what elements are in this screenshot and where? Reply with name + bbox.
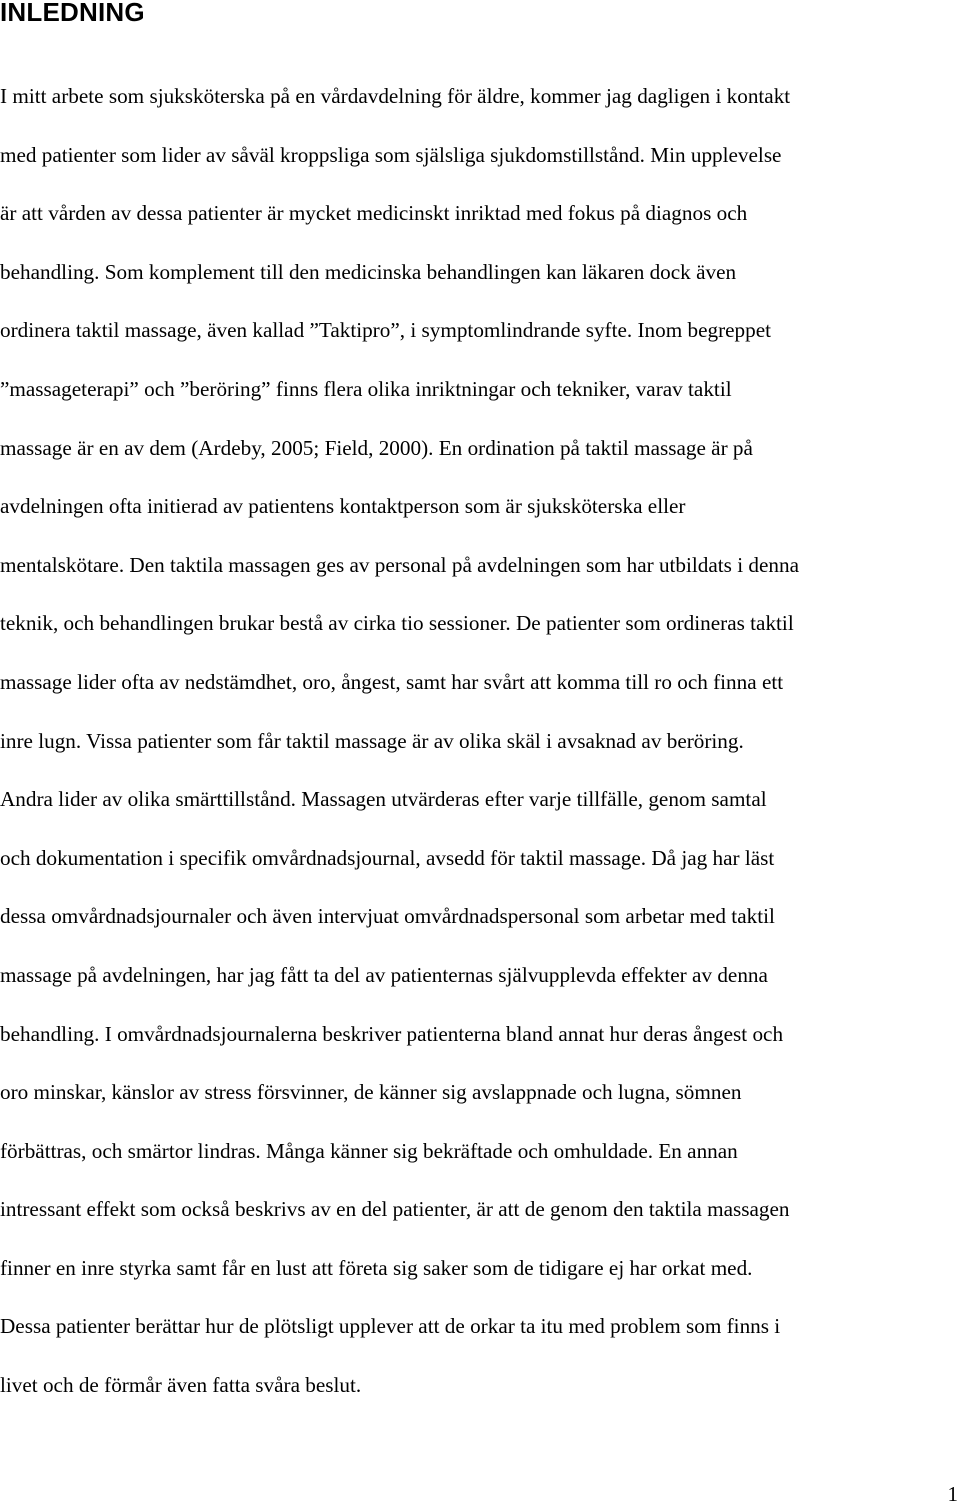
text-line: I mitt arbete som sjuksköterska på en vårdavdelning för äldre, kommer jag dagligen i kontakt <box>0 84 791 108</box>
text-line: oro minskar, känslor av stress försvinner, de känner sig avslappnade och lugna, sömnen <box>0 1080 742 1105</box>
text-line: teknik, och behandlingen brukar bestå av cirka tio sessioner. De patienter som ordineras taktil <box>0 611 794 636</box>
text-line: Dessa patienter berättar hur de plötsligt upplever att de orkar ta itu med problem som finns i <box>0 1314 781 1339</box>
text-line: massage är en av dem (Ardeby, 2005; Field, 2000). En ordination på taktil massage är på <box>0 435 753 460</box>
text-line: ”massageterapi” och ”beröring” finns flera olika inriktningar och tekniker, varav taktil <box>0 376 732 401</box>
text-line: massage lider ofta av nedstämdhet, oro, ångest, samt har svårt att komma till ro och finna ett <box>0 669 784 694</box>
text-line: finner en inre styrka samt får en lust att företa sig saker som de tidigare ej har orkat med. <box>0 1255 753 1280</box>
page-number: 1 <box>947 1482 958 1506</box>
text-line: och dokumentation i specifik omvårdnadsjournal, avsedd för taktil massage. Då jag har läst <box>0 845 775 870</box>
text-line: är att vården av dessa patienter är mycket medicinskt inriktad med fokus på diagnos och <box>0 201 748 226</box>
text-line: massage på avdelningen, har jag fått ta del av patienternas självupplevda effekter av denna <box>0 962 768 987</box>
text-line: livet och de förmår även fatta svåra beslut. <box>0 1373 362 1398</box>
text-line: med patienter som lider av såväl kroppsliga som själsliga sjukdomstillstånd. Min upplevelse <box>0 142 782 167</box>
text-line: Andra lider av olika smärttillstånd. Massagen utvärderas efter varje tillfälle, genom samtal <box>0 787 767 812</box>
text-line: mentalskötare. Den taktila massagen ges av personal på avdelningen som har utbildats i denna <box>0 552 800 577</box>
text-line: dessa omvårdnadsjournaler och även intervjuat omvårdnadspersonal som arbetar med taktil <box>0 904 775 929</box>
text-line: ordinera taktil massage, även kallad ”Taktipro”, i symptomlindrande syfte. Inom begreppet <box>0 318 772 343</box>
text-line: avdelningen ofta initierad av patientens kontaktperson som är sjuksköterska eller <box>0 494 686 519</box>
text-line: förbättras, och smärtor lindras. Många känner sig bekräftade och omhuldade. En annan <box>0 1138 738 1163</box>
text-line: intressant effekt som också beskrivs av en del patienter, är att de genom den taktila massagen <box>0 1197 790 1222</box>
text-line: behandling. I omvårdnadsjournalerna beskriver patienterna bland annat hur deras ångest och <box>0 1021 784 1046</box>
body-paragraph <box>0 67 960 1415</box>
text-line: inre lugn. Vissa patienter som får taktil massage är av olika skäl i avsaknad av beröring. <box>0 728 744 753</box>
text-line: behandling. Som komplement till den medicinska behandlingen kan läkaren dock även <box>0 259 737 284</box>
section-heading: INLEDNING <box>0 0 145 27</box>
